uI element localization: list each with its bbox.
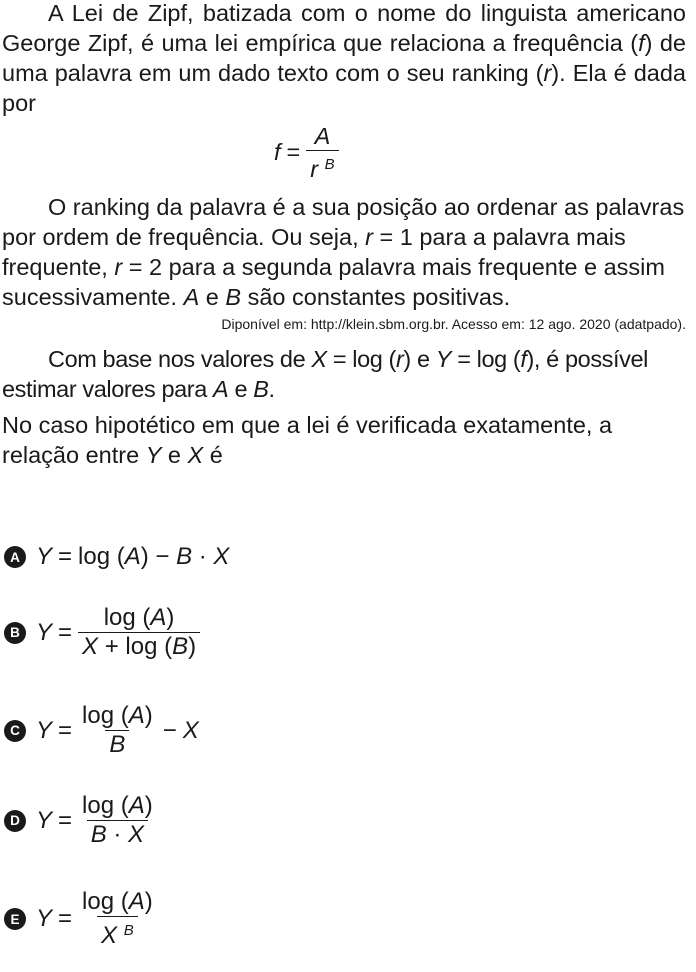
var: B [172, 633, 189, 660]
var: r [395, 346, 404, 372]
fraction [78, 888, 157, 950]
minus-sign: − [162, 716, 177, 744]
var: A [150, 604, 167, 631]
equals-sign: = [58, 543, 73, 570]
source-citation: Diponível em: http://klein.sbm.org.br. Acesso em: 12 ago. 2020 (adatpado). [221, 316, 686, 332]
lhs: Y [36, 905, 53, 932]
text: ) − [140, 543, 177, 570]
option-a[interactable] [4, 543, 229, 571]
text: · [106, 821, 129, 848]
text: e [161, 442, 188, 468]
text: é [203, 442, 223, 468]
var: B [225, 284, 242, 310]
numerator [78, 792, 157, 820]
text: ), é possível estimar valores para [2, 346, 648, 402]
text: ) [144, 888, 153, 915]
text: e [199, 284, 226, 310]
lhs: Y [36, 806, 53, 834]
text: = 1 para a palavra mais frequente, [2, 224, 626, 280]
var: A [128, 702, 145, 729]
lhs: Y [36, 618, 53, 646]
text: e [228, 376, 254, 402]
text: A Lei de Zipf, batizada com o nome do linguista americano George Zipf, é uma lei empírica que relaciona a frequência ( [2, 0, 686, 56]
base: r [310, 156, 319, 182]
zipf-formula [2, 120, 686, 182]
text: log ( [103, 604, 151, 631]
denominator: B [105, 730, 129, 759]
var-r: r [543, 60, 552, 86]
option-b[interactable] [4, 604, 200, 661]
option-c[interactable] [4, 702, 199, 759]
exponent: B [324, 156, 335, 173]
var-f: f [638, 30, 645, 56]
lhs: Y [36, 543, 53, 570]
var: A [183, 284, 200, 310]
denominator [78, 632, 200, 661]
text: . [268, 376, 275, 402]
equals-sign: = [286, 139, 301, 165]
text: log ( [82, 792, 129, 819]
text: ). Ela é dada por [2, 60, 686, 116]
numerator [100, 604, 179, 632]
fraction [306, 122, 338, 183]
var: X [128, 821, 145, 848]
text: O ranking da palavra é a sua posição ao ordenar as palavras por ordem de frequência. Ou seja, [2, 194, 685, 250]
var: B [90, 821, 107, 848]
var: A [124, 543, 141, 570]
exponent: B [123, 922, 134, 939]
equals-sign: = [58, 618, 73, 646]
option-d[interactable] [4, 792, 157, 849]
denominator [87, 820, 148, 849]
paragraph-logs [2, 344, 686, 404]
text: No caso hipotético em que a lei é verificada exatamente, a relação entre [2, 412, 613, 468]
var: X [187, 442, 204, 468]
text: ) de uma palavra em um dado texto com o seu ranking ( [2, 30, 686, 86]
paragraph-intro [2, 0, 686, 118]
text: = log ( [326, 346, 396, 372]
text: ) [188, 633, 197, 660]
var: r [365, 224, 373, 250]
var: r [114, 254, 123, 280]
var: A [128, 888, 145, 915]
var: B [253, 376, 269, 402]
var: X [311, 346, 327, 372]
fraction [78, 604, 200, 661]
text: log ( [82, 702, 129, 729]
equals-sign: = [58, 905, 73, 932]
base: X [101, 922, 118, 949]
option-letter-badge: C [4, 720, 26, 742]
text: ) [166, 604, 175, 631]
text: ) [144, 702, 153, 729]
var: X [213, 543, 230, 570]
formula-lhs: f [274, 139, 281, 165]
var: B [176, 543, 193, 570]
lhs: Y [36, 716, 53, 744]
paragraph-ranking [2, 192, 686, 312]
text: Com base nos valores de [48, 346, 312, 372]
option-letter-badge: A [4, 546, 26, 568]
numerator [78, 702, 157, 730]
var: A [213, 376, 229, 402]
text: = 2 para a segunda palavra mais frequente e assim sucessivamente. [2, 254, 665, 310]
denominator [97, 916, 138, 950]
text: · [192, 543, 214, 570]
fraction [78, 702, 157, 759]
var: A [128, 792, 145, 819]
numerator [78, 888, 157, 916]
denominator [306, 150, 338, 183]
text: são constantes positivas. [241, 284, 511, 310]
option-letter-badge: E [4, 908, 26, 930]
equals-sign: = [58, 716, 73, 744]
var: X [82, 633, 99, 660]
question-content [2, 0, 686, 470]
fraction [78, 792, 157, 849]
option-letter-badge: D [4, 810, 26, 832]
option-e[interactable] [4, 888, 157, 950]
text: ) e [403, 346, 436, 372]
equals-sign: = [58, 806, 73, 834]
text: + log ( [98, 633, 173, 660]
var: Y [145, 442, 162, 468]
var: f [520, 346, 527, 372]
numerator: A [314, 123, 331, 149]
text: = log ( [451, 346, 521, 372]
option-letter-badge: B [4, 622, 26, 644]
paragraph-question [2, 410, 686, 470]
text: ) [144, 792, 153, 819]
var: Y [435, 346, 452, 372]
text: log ( [82, 888, 129, 915]
var: X [182, 716, 199, 744]
text: log ( [78, 543, 125, 570]
